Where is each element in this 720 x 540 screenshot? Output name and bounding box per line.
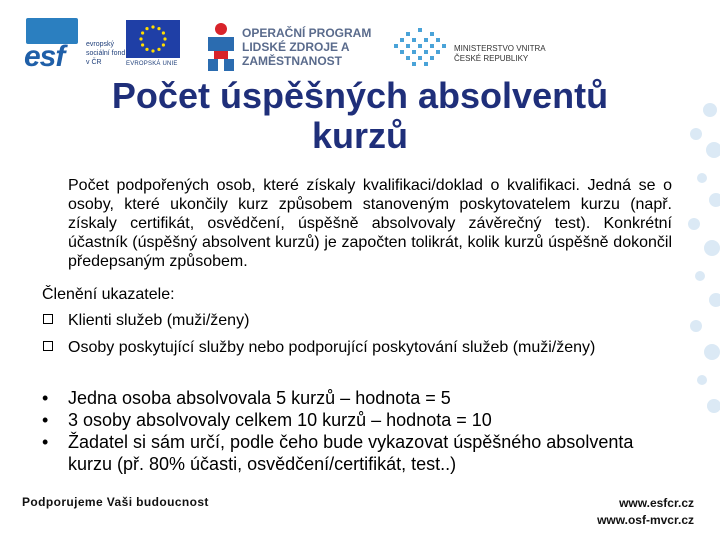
page-title: Počet úspěšných absolventů kurzů (111, 75, 609, 156)
esf-logo-text: evropský sociální fond v ČR (86, 41, 126, 66)
footer-links (597, 495, 694, 529)
ministry-logo-text: MINISTERSTVO VNITRA ČESKÉ REPUBLIKY (454, 44, 546, 63)
example-text: Jedna osoba absolvovala 5 kurzů – hodnota = 5 (68, 388, 451, 408)
esf-logo (22, 18, 82, 73)
example-text: Žadatel si sám určí, podle čeho bude vykazovat úspěšného absolventa kurzu (př. 80% účasti, osvědčení/certifikát, test..) (68, 432, 634, 474)
list-item (42, 338, 692, 357)
breakdown-label: Členění ukazatele: (42, 286, 175, 303)
eu-flag-icon (126, 20, 180, 58)
ministry-logo-icon (392, 26, 448, 70)
bullet-icon: • (42, 410, 49, 430)
list-item (42, 311, 692, 330)
checkbox-bullet-icon (43, 341, 53, 351)
checkbox-bullet-icon (43, 314, 53, 324)
oplz-logo-icon (204, 22, 238, 72)
esf-wordmark: esf (24, 40, 65, 73)
breakdown-item-text: Klienti služeb (muži/ženy) (68, 312, 250, 329)
example-list (40, 387, 680, 475)
footer-link-osf[interactable]: www.osf-mvcr.cz (597, 513, 694, 527)
example-text: 3 osoby absolvovaly celkem 10 kurzů – hodnota = 10 (68, 410, 492, 430)
list-item (40, 409, 680, 431)
footer-slogan: Podporujeme Vaši budoucnost (22, 495, 209, 509)
breakdown-list (42, 311, 692, 365)
breakdown-item-text: Osoby poskytující služby nebo podporující poskytování služeb (muži/ženy) (68, 339, 596, 356)
list-item (40, 431, 680, 475)
bullet-icon: • (42, 388, 49, 408)
eu-logo-text: EVROPSKÁ UNIE (126, 61, 178, 67)
footer-link-esfcr[interactable]: www.esfcr.cz (619, 496, 694, 510)
indicator-definition: Počet podpořených osob, které získaly kvalifikaci/doklad o kvalifikaci. Jedná se o osoby, které ukončily kurz způsobem stanoveným poskytovatelem kurzu (např. získaly certifikát, osvědčení, úspěšně absolvovaly závěrečný test). Konkrétní účastník (úspěšný absolvent kurzů) je započten tolikrát, kolik kurzů úspěšně dokončil předepsaným způsobem. (68, 177, 672, 270)
decorative-dots (680, 100, 720, 430)
bullet-icon: • (42, 432, 49, 452)
list-item (40, 387, 680, 409)
oplz-logo-text: OPERAČNÍ PROGRAM LIDSKÉ ZDROJE A ZAMĚSTNANOST (242, 26, 372, 68)
logo-strip (0, 0, 720, 80)
